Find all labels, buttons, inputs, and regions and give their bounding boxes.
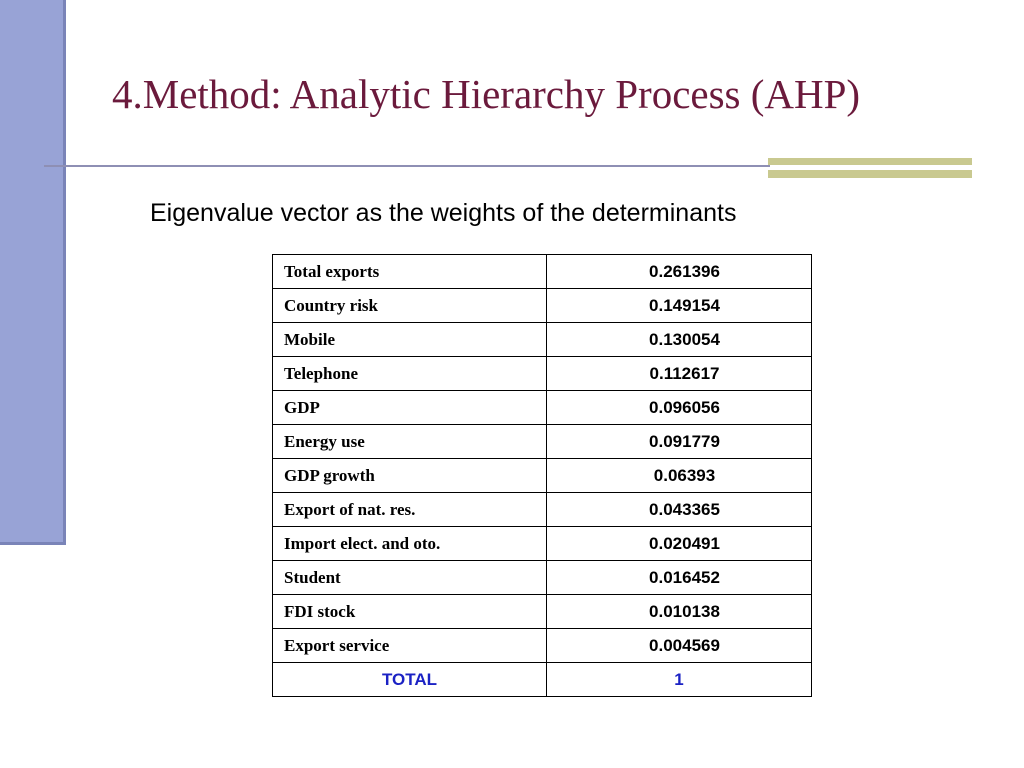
determinant-name: FDI stock [273,595,547,629]
determinant-weight: 0.004569 [547,629,812,663]
determinant-weight: 0.06393 [547,459,812,493]
determinant-name: Mobile [273,323,547,357]
determinant-name: GDP [273,391,547,425]
table-row [273,459,812,493]
total-row [273,663,812,697]
weights-table [272,254,812,697]
table-row [273,493,812,527]
determinant-name: Export service [273,629,547,663]
accent-stripe-bottom [768,170,972,178]
side-decoration-bar [0,0,66,545]
determinant-weight: 0.043365 [547,493,812,527]
table-row [273,561,812,595]
determinant-name: Student [273,561,547,595]
slide-subtitle: Eigenvalue vector as the weights of the determinants [150,199,737,227]
table-row [273,629,812,663]
accent-stripe-top [768,158,972,165]
determinant-weight: 0.112617 [547,357,812,391]
total-value: 1 [547,663,812,697]
determinant-weight: 0.016452 [547,561,812,595]
determinant-weight: 0.130054 [547,323,812,357]
determinant-name: Telephone [273,357,547,391]
table-row [273,425,812,459]
determinant-name: Import elect. and oto. [273,527,547,561]
table-row [273,323,812,357]
determinant-name: GDP growth [273,459,547,493]
table-row [273,527,812,561]
determinant-weight: 0.010138 [547,595,812,629]
determinant-name: Country risk [273,289,547,323]
determinant-weight: 0.096056 [547,391,812,425]
determinant-name: Total exports [273,255,547,289]
determinant-weight: 0.149154 [547,289,812,323]
determinant-name: Export of nat. res. [273,493,547,527]
table-row [273,357,812,391]
table-row [273,391,812,425]
table-row [273,595,812,629]
total-label: TOTAL [273,663,547,697]
table-row [273,255,812,289]
slide-title: 4.Method: Analytic Hierarchy Process (AHP) [112,71,861,117]
determinant-weight: 0.261396 [547,255,812,289]
determinant-weight: 0.091779 [547,425,812,459]
determinant-weight: 0.020491 [547,527,812,561]
table-row [273,289,812,323]
determinant-name: Energy use [273,425,547,459]
title-divider [44,165,770,167]
